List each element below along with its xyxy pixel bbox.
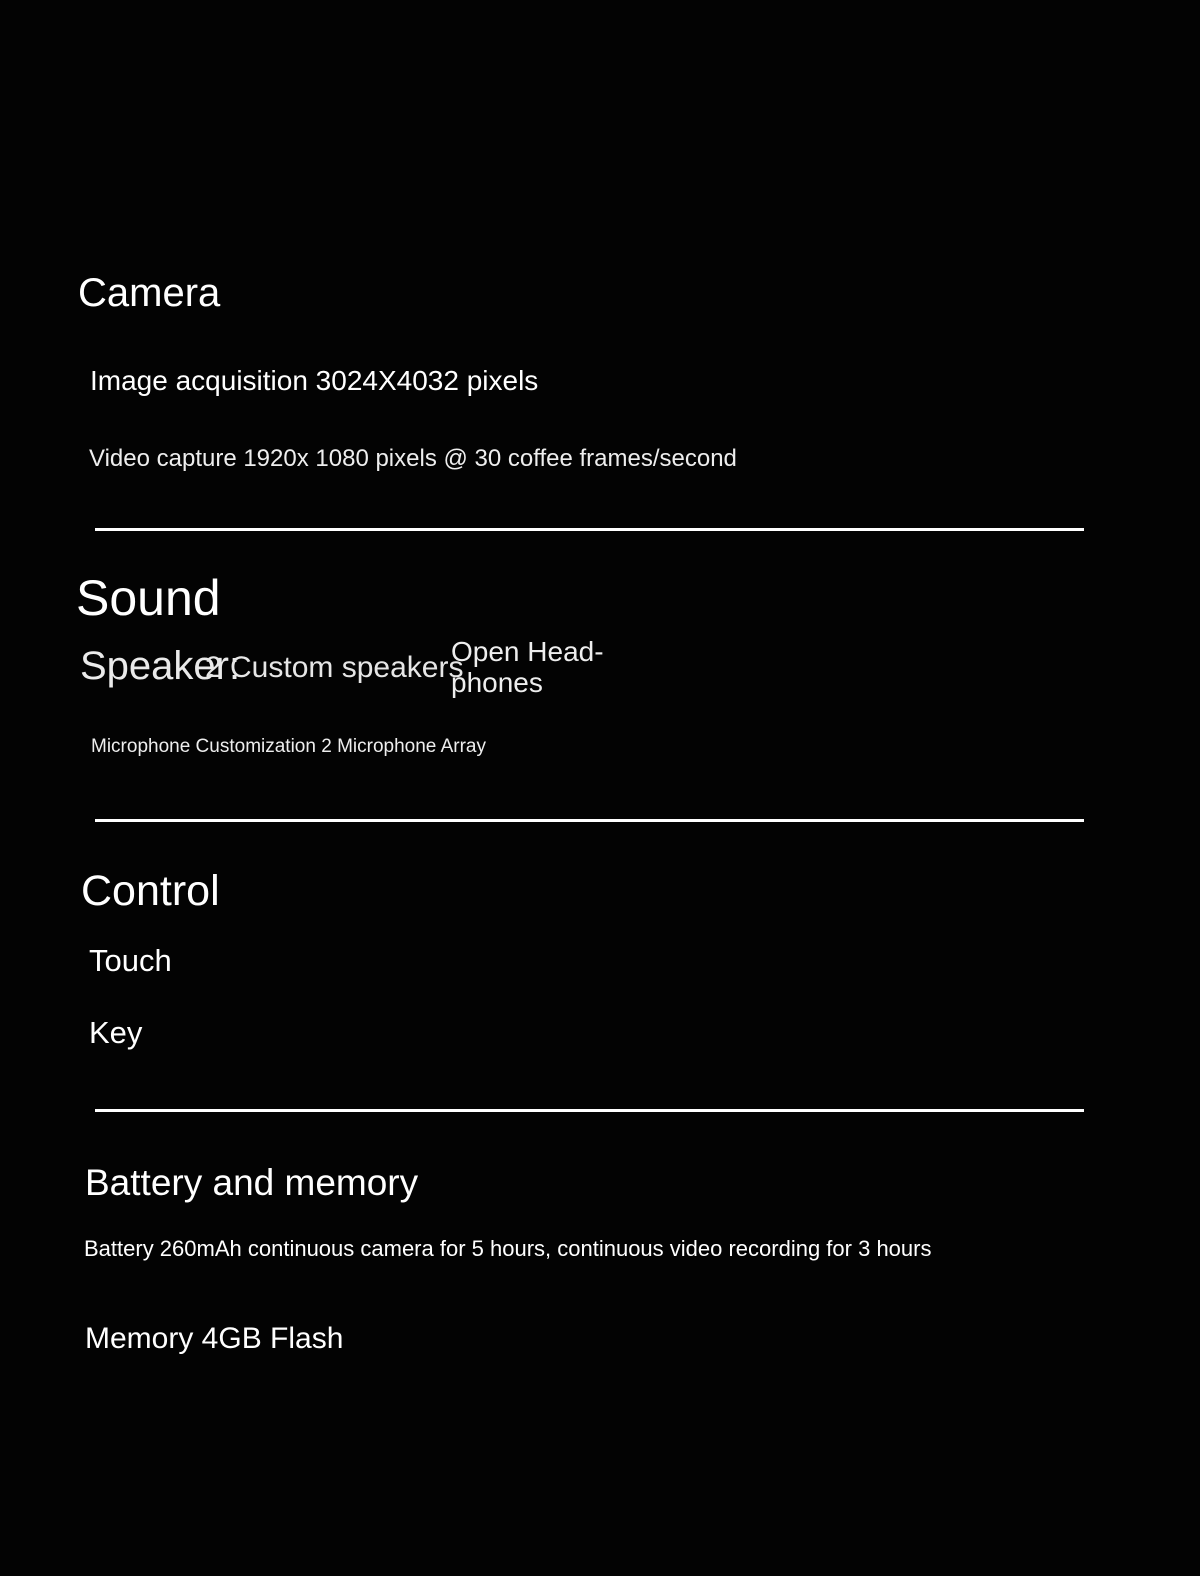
image-acquisition-spec: Image acquisition 3024X4032 pixels xyxy=(90,365,539,396)
speaker-value: 2 Custom speakers xyxy=(205,651,464,684)
battery-memory-heading: Battery and memory xyxy=(85,1162,419,1203)
memory-spec: Memory 4GB Flash xyxy=(85,1322,344,1355)
battery-spec: Battery 260mAh continuous camera for 5 hours, continuous video recording for 3 hours xyxy=(84,1236,932,1261)
control-heading: Control xyxy=(81,867,220,915)
section-divider xyxy=(95,528,1084,531)
camera-heading: Camera xyxy=(78,271,221,315)
key-control-item: Key xyxy=(89,1015,143,1050)
speaker-type-line-2: phones xyxy=(451,667,543,698)
section-divider xyxy=(95,819,1084,822)
microphone-spec: Microphone Customization 2 Microphone Array xyxy=(91,736,486,757)
speaker-type-line-1: Open Head- xyxy=(451,636,604,667)
touch-control-item: Touch xyxy=(89,943,172,978)
speaker-label: Speaker: xyxy=(80,644,241,688)
sound-heading: Sound xyxy=(76,570,221,626)
video-capture-spec: Video capture 1920x 1080 pixels @ 30 coffee frames/second xyxy=(89,445,737,472)
section-divider xyxy=(95,1109,1084,1112)
